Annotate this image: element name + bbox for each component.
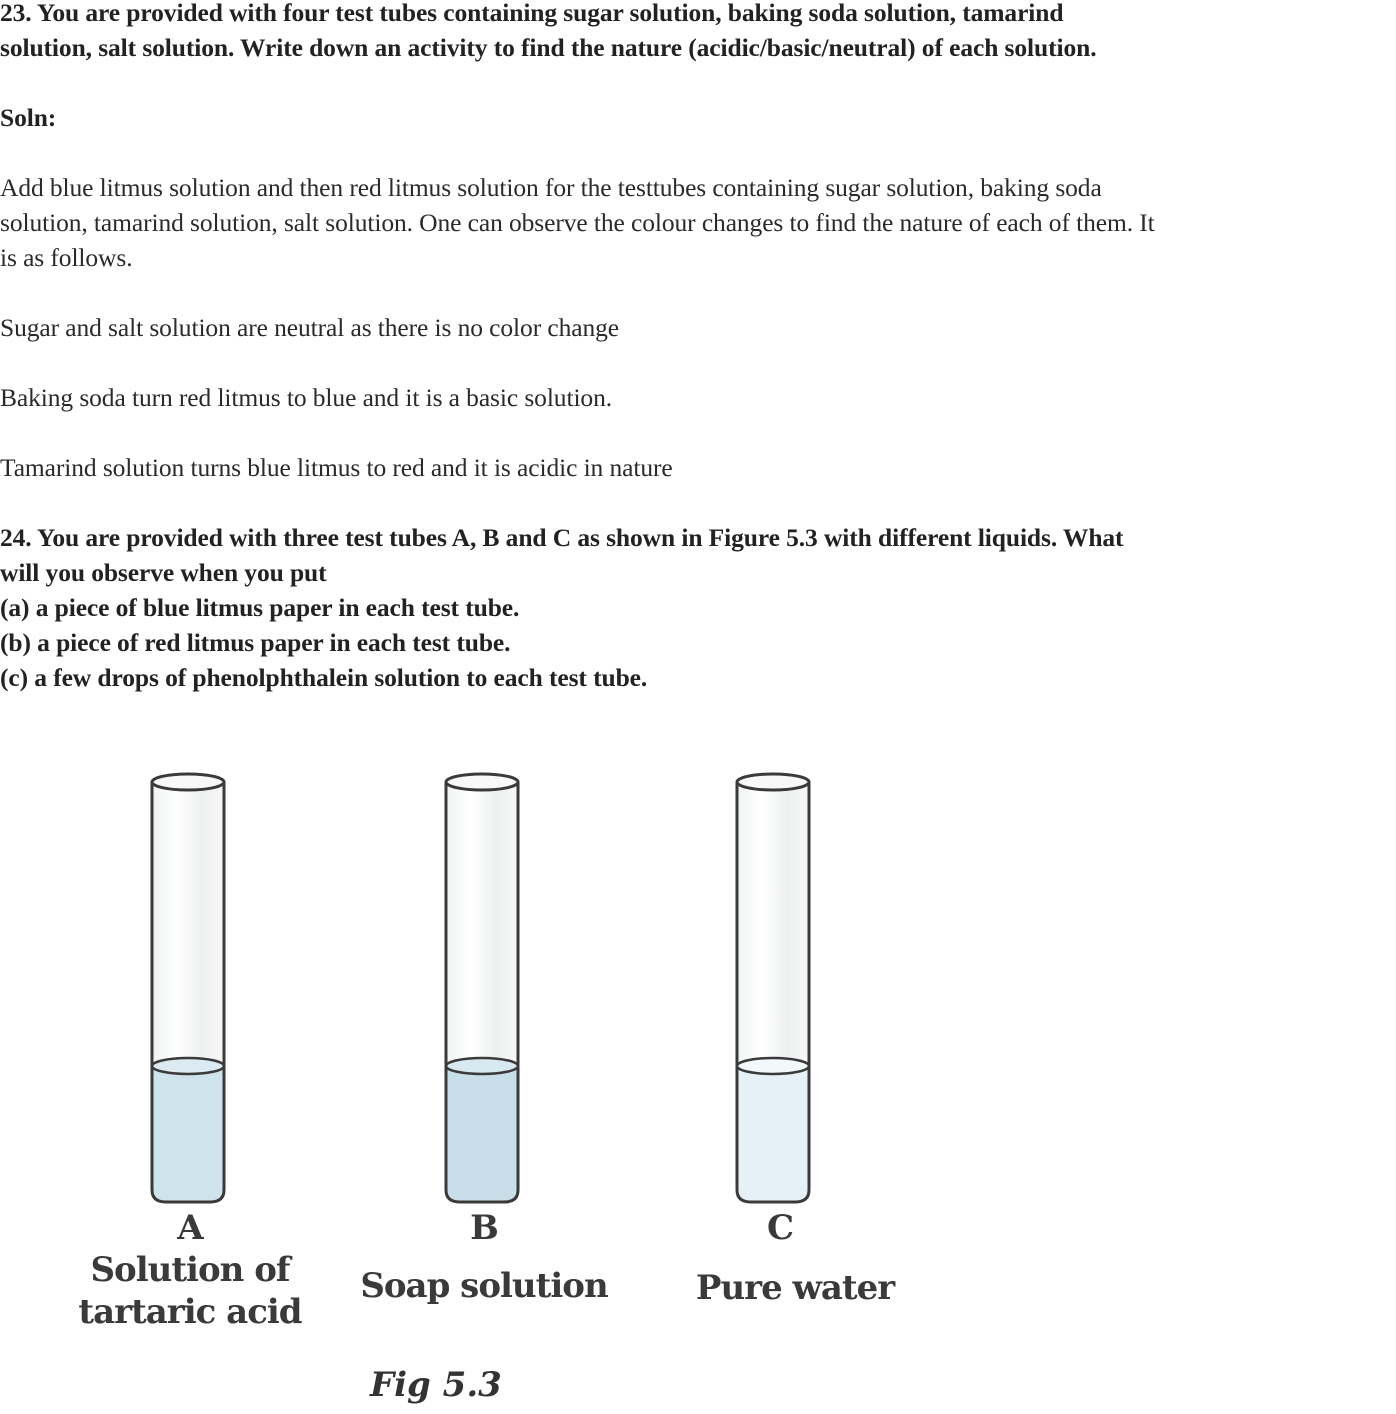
solution-label: Soln: [0,103,57,132]
observation-acidic: Tamarind solution turns blue litmus to red and it is acidic in nature [0,453,673,482]
test-tube-c [737,774,809,1202]
question-23-line-2: solution, salt solution. Write down an activity to find the nature (acidic/basic/neutral) of each solution. [0,33,1097,62]
question-23-line-1: 23. You are provided with four test tubes containing sugar solution, baking soda solution, tamarind [0,0,1064,27]
answer-paragraph-line-1: Add blue litmus solution and then red litmus solution for the testtubes containing sugar solution, baking soda [0,173,1102,202]
tube-a-label-line-2: tartaric acid [78,1292,302,1332]
question-24-part-c: (c) a few drops of phenolphthalein solution to each test tube. [0,663,648,692]
test-tube-a [152,774,224,1202]
answer-paragraph-line-3: is as follows. [0,243,133,272]
observation-neutral: Sugar and salt solution are neutral as there is no color change [0,313,619,342]
test-tube-b [446,774,518,1202]
tube-a-label-line-1: Solution of [90,1250,290,1290]
figure-caption: Fig 5.3 [370,1365,502,1405]
observation-basic: Baking soda turn red litmus to blue and it is a basic solution. [0,383,613,412]
tube-b-label: Soap solution [360,1266,608,1306]
question-24-line-1: 24. You are provided with three test tubes A, B and C as shown in Figure 5.3 with different liquids. What [0,523,1124,552]
question-24-part-b: (b) a piece of red litmus paper in each test tube. [0,628,511,657]
answer-paragraph-line-2: solution, tamarind solution, salt solution. One can observe the colour changes to find the nature of each of them. It [0,208,1155,237]
figure-5-3 [0,720,1000,1414]
question-24-part-a: (a) a piece of blue litmus paper in each test tube. [0,593,520,622]
tube-b-letter: B [470,1208,498,1248]
tube-a-letter: A [177,1208,203,1248]
tube-c-label: Pure water [695,1268,895,1308]
tube-c-letter: C [766,1208,794,1248]
question-24-line-2: will you observe when you put [0,558,327,587]
